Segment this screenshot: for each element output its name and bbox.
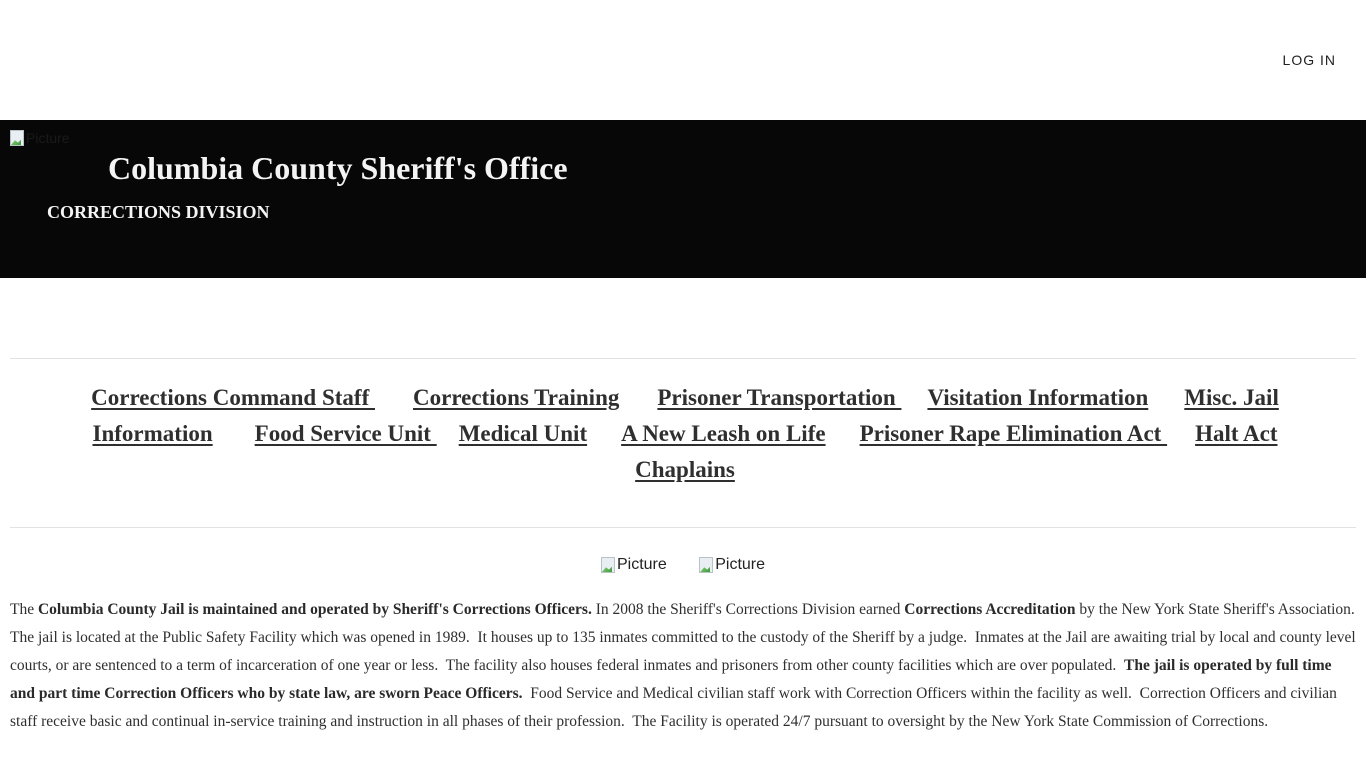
nav-link-prisoner-transportation[interactable]: Prisoner Transportation [657,385,902,410]
text-segment: by the New York State Sheriff's Association. The jail is located at the Public Safety Facility which was opened in 1989. It houses up to 135 inmates committed to the custody of the Sheriff by a judge. Inmates at the Jail are awaiting trial by local and county level courts, or are sentenced to a term of incarceration of one year or less. The facility also houses federal inmates and prisoners from other county facilities which are over populated. [10,601,1363,674]
divider-top [10,358,1356,359]
text-segment: In 2008 the Sheriff's Corrections Division earned [591,601,905,618]
broken-image-icon [10,130,24,146]
picture-row [0,556,1366,578]
top-bar [0,0,1366,120]
login-link[interactable]: LOG IN [1282,52,1336,68]
nav-link-misc-jail-info[interactable]: Misc. Jail Information [92,385,1279,446]
nav-link-command-staff[interactable]: Corrections Command Staff [91,385,375,410]
picture-2 [699,556,765,574]
banner-logo-image [10,130,70,146]
nav-link-chaplains[interactable]: Chaplains [635,457,735,482]
nav-link-training[interactable]: Corrections Training [413,385,620,410]
section-nav [40,380,1330,488]
site-title: Columbia County Sheriff's Office [108,150,568,186]
nav-link-new-leash[interactable]: A New Leash on Life [621,421,826,446]
picture-alt: Picture [715,556,766,573]
header-banner [0,120,1366,278]
text-segment-bold: Columbia County Jail is maintained and operated by Sheriff's Corrections Officers. [37,601,592,618]
nav-link-prea[interactable]: Prisoner Rape Elimination Act [859,421,1168,446]
text-segment: Food Service and Medical civilian staff work with Correction Officers within the facility as well. Correction Officers and civilian staff receive basic and continual in-service training and instruction in all phases of their profession. The Facility is operated 24/7 pursuant to oversight by the New York State Commission of Corrections. [10,685,1341,730]
picture-1 [601,556,667,574]
nav-link-halt-act[interactable]: Halt Act [1195,421,1278,446]
broken-image-icon [601,557,615,573]
site-subtitle: CORRECTIONS DIVISION [47,202,270,222]
jail-description [10,596,1363,736]
banner-logo-alt: Picture [26,130,70,146]
nav-link-medical-unit[interactable]: Medical Unit [458,421,588,446]
text-segment: The [10,601,38,618]
divider-bottom [10,527,1356,528]
picture-alt: Picture [616,556,667,573]
text-segment-bold: Corrections Accreditation [904,601,1076,618]
broken-image-icon [699,557,713,573]
text-segment-bold: The jail is operated by full time and part time Correction Officers who by state law, are sworn Peace Officers. [10,657,1332,702]
nav-link-food-service[interactable]: Food Service Unit [254,421,437,446]
nav-link-visitation[interactable]: Visitation Information [927,385,1149,410]
